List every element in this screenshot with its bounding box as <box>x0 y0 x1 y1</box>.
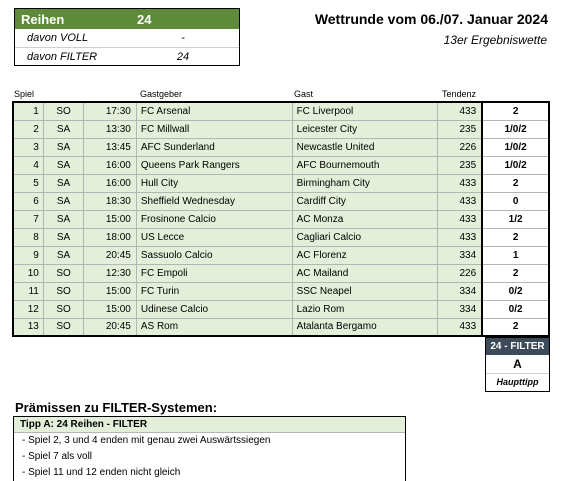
table-row <box>13 210 549 228</box>
table-row <box>13 264 549 282</box>
summary-box <box>14 8 240 66</box>
match-home-team: Sassuolo Calcio <box>136 246 292 264</box>
match-home-team: AFC Sunderland <box>136 138 292 156</box>
match-away-team: Cagliari Calcio <box>292 228 438 246</box>
match-number: 12 <box>13 300 43 318</box>
match-tendency: 235 <box>438 120 482 138</box>
match-tip: 2 <box>482 102 549 120</box>
match-away-team: AC Florenz <box>292 246 438 264</box>
match-time: 20:45 <box>84 246 137 264</box>
table-row <box>13 246 549 264</box>
match-number: 2 <box>13 120 43 138</box>
match-tendency: 433 <box>438 174 482 192</box>
match-home-team: Sheffield Wednesday <box>136 192 292 210</box>
table-row <box>13 102 549 120</box>
match-day: SA <box>43 246 83 264</box>
match-day: SA <box>43 228 83 246</box>
match-day: SA <box>43 174 83 192</box>
match-home-team: AS Rom <box>136 318 292 336</box>
match-home-team: Hull City <box>136 174 292 192</box>
match-time: 20:45 <box>84 318 137 336</box>
match-day: SA <box>43 192 83 210</box>
match-time: 15:00 <box>84 210 137 228</box>
match-number: 4 <box>13 156 43 174</box>
match-tendency: 433 <box>438 228 482 246</box>
premises-box-title: Tipp A: 24 Reihen - FILTER <box>14 417 405 433</box>
match-away-team: SSC Neapel <box>292 282 438 300</box>
match-number: 8 <box>13 228 43 246</box>
match-number: 5 <box>13 174 43 192</box>
match-tip: 1/0/2 <box>482 120 549 138</box>
match-home-team: Frosinone Calcio <box>136 210 292 228</box>
match-home-team: Udinese Calcio <box>136 300 292 318</box>
summary-rows-row <box>15 9 239 29</box>
match-away-team: AC Mailand <box>292 264 438 282</box>
match-number: 9 <box>13 246 43 264</box>
column-header-spiel: Spiel <box>14 89 35 99</box>
match-tip: 0/2 <box>482 300 549 318</box>
summary-filter-value: 24 <box>176 50 190 63</box>
table-row <box>13 174 549 192</box>
premise-item: - Spiel 7 als voll <box>22 451 93 462</box>
table-row <box>13 282 549 300</box>
match-time: 18:00 <box>84 228 137 246</box>
summary-voll-row <box>15 29 239 47</box>
table-row <box>13 192 549 210</box>
match-tip: 0 <box>482 192 549 210</box>
match-away-team: Lazio Rom <box>292 300 438 318</box>
match-time: 13:45 <box>84 138 137 156</box>
match-number: 3 <box>13 138 43 156</box>
match-away-team: FC Liverpool <box>292 102 438 120</box>
match-home-team: FC Turin <box>136 282 292 300</box>
match-tip: 0/2 <box>482 282 549 300</box>
table-row <box>13 318 549 336</box>
summary-filter-row <box>15 47 239 65</box>
match-tip: 1/0/2 <box>482 138 549 156</box>
match-tendency: 334 <box>438 300 482 318</box>
match-day: SO <box>43 318 83 336</box>
match-home-team: FC Empoli <box>136 264 292 282</box>
match-away-team: AC Monza <box>292 210 438 228</box>
summary-filter-label: davon FILTER <box>27 50 98 63</box>
match-number: 7 <box>13 210 43 228</box>
match-tip: 2 <box>482 264 549 282</box>
match-away-team: Birmingham City <box>292 174 438 192</box>
matches-table <box>12 101 550 337</box>
filter-tip-header: 24 - FILTER <box>486 338 549 355</box>
match-home-team: Queens Park Rangers <box>136 156 292 174</box>
table-row <box>13 228 549 246</box>
match-time: 13:30 <box>84 120 137 138</box>
match-away-team: Leicester City <box>292 120 438 138</box>
page-title: Wettrunde vom 06./07. Januar 2024 <box>314 11 548 27</box>
premise-item: - Spiel 11 und 12 enden nicht gleich <box>22 467 181 478</box>
match-home-team: FC Millwall <box>136 120 292 138</box>
match-time: 18:30 <box>84 192 137 210</box>
summary-voll-label: davon VOLL <box>27 32 89 44</box>
match-away-team: Atalanta Bergamo <box>292 318 438 336</box>
match-day: SO <box>43 300 83 318</box>
match-tendency: 433 <box>438 318 482 336</box>
premise-item: - Spiel 2, 3 und 4 enden mit genau zwei Auswärtssiegen <box>22 435 271 446</box>
match-tip: 1 <box>482 246 549 264</box>
column-header-tendenz: Tendenz <box>442 89 477 99</box>
match-time: 16:00 <box>84 156 137 174</box>
match-tendency: 334 <box>438 282 482 300</box>
match-tendency: 433 <box>438 192 482 210</box>
matches-table-body <box>13 102 549 336</box>
match-time: 15:00 <box>84 282 137 300</box>
match-tendency: 433 <box>438 102 482 120</box>
match-time: 16:00 <box>84 174 137 192</box>
column-header-gast: Gast <box>294 89 314 99</box>
match-number: 11 <box>13 282 43 300</box>
filter-tip-box <box>485 337 550 392</box>
summary-rows-label: Reihen <box>21 11 65 27</box>
match-day: SA <box>43 156 83 174</box>
match-away-team: Newcastle United <box>292 138 438 156</box>
table-row <box>13 300 549 318</box>
match-tip: 2 <box>482 228 549 246</box>
match-day: SO <box>43 264 83 282</box>
match-tip: 1/2 <box>482 210 549 228</box>
column-header-gastgeber: Gastgeber <box>140 89 183 99</box>
match-tip: 1/0/2 <box>482 156 549 174</box>
match-tendency: 235 <box>438 156 482 174</box>
match-time: 12:30 <box>84 264 137 282</box>
match-home-team: US Lecce <box>136 228 292 246</box>
match-number: 1 <box>13 102 43 120</box>
page-subtitle: 13er Ergebniswette <box>443 33 547 47</box>
premises-heading: Prämissen zu FILTER-Systemen: <box>15 400 218 415</box>
match-away-team: AFC Bournemouth <box>292 156 438 174</box>
match-away-team: Cardiff City <box>292 192 438 210</box>
table-row <box>13 120 549 138</box>
match-day: SA <box>43 120 83 138</box>
match-number: 10 <box>13 264 43 282</box>
match-home-team: FC Arsenal <box>136 102 292 120</box>
match-day: SA <box>43 210 83 228</box>
table-row <box>13 156 549 174</box>
match-tendency: 433 <box>438 210 482 228</box>
match-time: 15:00 <box>84 300 137 318</box>
match-tip: 2 <box>482 318 549 336</box>
match-day: SO <box>43 102 83 120</box>
summary-rows-value: 24 <box>137 11 152 27</box>
match-number: 13 <box>13 318 43 336</box>
match-tendency: 334 <box>438 246 482 264</box>
filter-tip-label: Haupttipp <box>496 377 539 387</box>
table-row <box>13 138 549 156</box>
match-tip: 2 <box>482 174 549 192</box>
summary-voll-value: - <box>181 32 185 44</box>
filter-tip-value: A <box>486 355 549 374</box>
match-day: SO <box>43 282 83 300</box>
match-number: 6 <box>13 192 43 210</box>
match-time: 17:30 <box>84 102 137 120</box>
match-tendency: 226 <box>438 264 482 282</box>
premises-box <box>13 416 406 481</box>
match-tendency: 226 <box>438 138 482 156</box>
match-day: SA <box>43 138 83 156</box>
